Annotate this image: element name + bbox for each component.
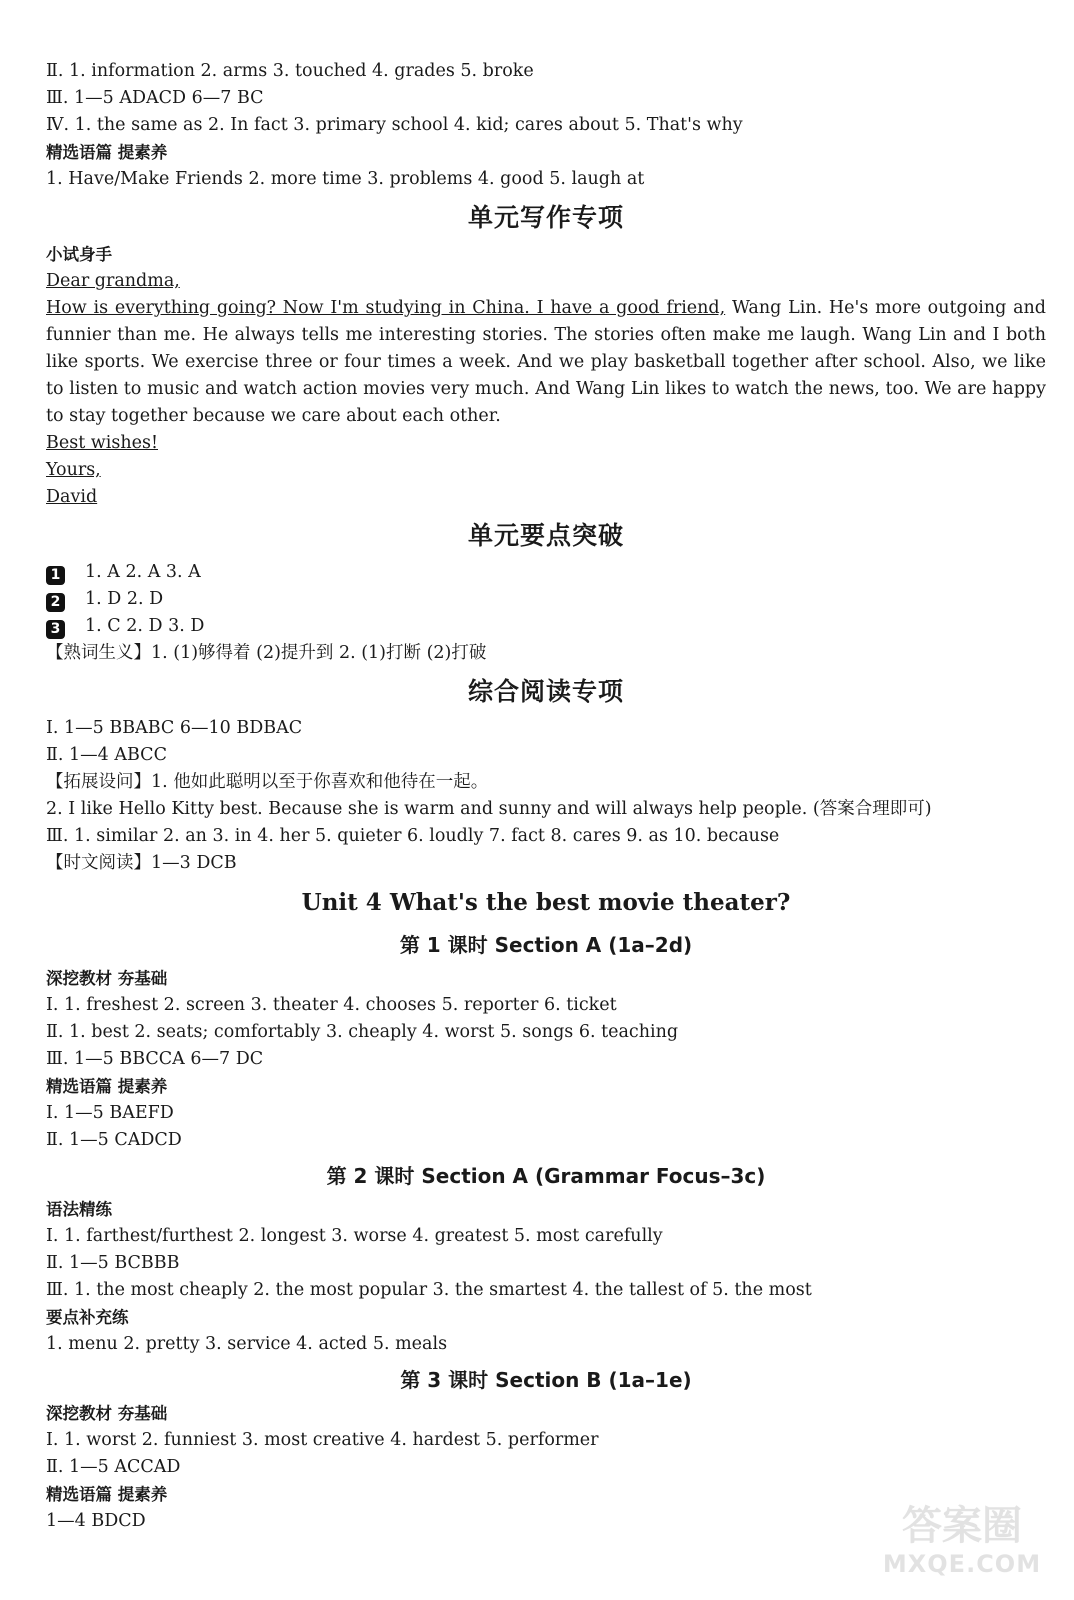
answer-line xyxy=(46,613,1046,640)
answer-line: Ⅰ. 1—5 BAEFD xyxy=(46,1103,174,1123)
answer-line: Ⅱ. 1—5 ACCAD xyxy=(46,1457,181,1477)
answer-line: 【熟词生义】1. (1)够得着 (2)提升到 2. (1)打断 (2)打破 xyxy=(46,643,487,663)
answer-line: 1—4 BDCD xyxy=(46,1511,146,1531)
subsection-label: 语法精练 xyxy=(46,1200,112,1219)
subsection-label: 小试身手 xyxy=(46,245,112,264)
lesson-heading: 第 3 课时 Section B (1a–1e) xyxy=(400,1368,692,1392)
answer-line: Ⅱ. 1. best 2. seats; comfortably 3. cheaply 4. worst 5. songs 6. teaching xyxy=(46,1022,679,1042)
answer-line: 1. menu 2. pretty 3. service 4. acted 5. meals xyxy=(46,1334,448,1354)
answer-line: Ⅱ. 1—5 CADCD xyxy=(46,1130,182,1150)
watermark-url: MXQE.COM xyxy=(882,1550,1042,1578)
answer-line: Ⅲ. 1—5 ADACD 6—7 BC xyxy=(46,88,264,108)
subsection-label: 深挖教材 夯基础 xyxy=(46,969,168,988)
site-watermark xyxy=(872,1502,1052,1592)
answer-line xyxy=(46,586,1046,613)
answer-line: Ⅲ. 1. the most cheaply 2. the most popular 3. the smartest 4. the tallest of 5. the most xyxy=(46,1280,812,1300)
answer-line: Ⅰ. 1—5 BBABC 6—10 BDBAC xyxy=(46,718,303,738)
section-heading-writing: 单元写作专项 xyxy=(467,203,624,232)
letter-sign-line xyxy=(46,484,1046,511)
subsection-label: 要点补充练 xyxy=(46,1308,129,1327)
answer-line: Ⅰ. 1. worst 2. funniest 3. most creative 4. hardest 5. performer xyxy=(46,1430,599,1450)
lesson-heading: 第 2 课时 Section A (Grammar Focus–3c) xyxy=(326,1164,766,1188)
subsection-label: 精选语篇 提素养 xyxy=(46,143,168,162)
answer-line: Ⅲ. 1—5 BBCCA 6—7 DC xyxy=(46,1049,264,1069)
answer-line: Ⅱ. 1. information 2. arms 3. touched 4. grades 5. broke xyxy=(46,61,534,81)
letter-body-underlined: How is everything going? Now I'm studying in China. I have a good friend, xyxy=(46,298,726,318)
answer-text: 1. D 2. D xyxy=(85,589,164,609)
letter-body xyxy=(46,295,1046,430)
unit-title: Unit 4 What's the best movie theater? xyxy=(301,889,791,916)
answer-line: 【时文阅读】1—3 DCB xyxy=(46,853,237,873)
letter-closing: Best wishes! xyxy=(46,433,158,453)
answer-text: 1. C 2. D 3. D xyxy=(85,616,205,636)
answer-line: Ⅱ. 1—5 BCBBB xyxy=(46,1253,180,1273)
lesson-heading: 第 1 课时 Section A (1a–2d) xyxy=(399,933,693,957)
letter-sign-line xyxy=(46,457,1046,484)
number-badge: 2 xyxy=(46,593,65,612)
watermark-logo-text: 答案圈 xyxy=(902,1503,1022,1549)
number-badge: 3 xyxy=(46,620,65,639)
number-badge: 1 xyxy=(46,566,65,585)
letter-body-rest: Wang Lin. He's more outgoing and funnier than me. He always tells me interesting stories. The stories often make me laugh. Wang Lin and I both like sports. We exercise three or four times a week. And we play basketball together after school. Also, we like to listen to music and watch action movies very much. And Wang Lin likes to watch the news, too. We are happy to stay together because we care about each other. xyxy=(46,298,1046,426)
answer-line: Ⅲ. 1. similar 2. an 3. in 4. her 5. quieter 6. loudly 7. fact 8. cares 9. as 10. because xyxy=(46,826,780,846)
answer-line: Ⅰ. 1. farthest/furthest 2. longest 3. worse 4. greatest 5. most carefully xyxy=(46,1226,663,1246)
answer-text: 1. A 2. A 3. A xyxy=(85,562,201,582)
letter-sign-yours: Yours, xyxy=(46,460,101,480)
answer-line: Ⅱ. 1—4 ABCC xyxy=(46,745,167,765)
subsection-label: 深挖教材 夯基础 xyxy=(46,1404,168,1423)
section-heading-reading: 综合阅读专项 xyxy=(467,677,624,706)
answer-line: 【拓展设问】1. 他如此聪明以至于你喜欢和他待在一起。 xyxy=(46,772,489,792)
answer-line: 2. I like Hello Kitty best. Because she is warm and sunny and will always help people. (答案合理即可) xyxy=(46,799,932,819)
letter-closing-line xyxy=(46,430,1046,457)
letter-sign-name: David xyxy=(46,487,98,507)
answer-line: Ⅳ. 1. the same as 2. In fact 3. primary school 4. kid; cares about 5. That's why xyxy=(46,115,743,135)
answer-page xyxy=(46,58,1046,1535)
answer-line xyxy=(46,559,1046,586)
answer-line: Ⅰ. 1. freshest 2. screen 3. theater 4. chooses 5. reporter 6. ticket xyxy=(46,995,617,1015)
subsection-label: 精选语篇 提素养 xyxy=(46,1077,168,1096)
answer-line: 1. Have/Make Friends 2. more time 3. problems 4. good 5. laugh at xyxy=(46,169,645,189)
letter-greeting: Dear grandma, xyxy=(46,271,180,291)
subsection-label: 精选语篇 提素养 xyxy=(46,1485,168,1504)
section-heading-keypoints: 单元要点突破 xyxy=(467,521,624,550)
